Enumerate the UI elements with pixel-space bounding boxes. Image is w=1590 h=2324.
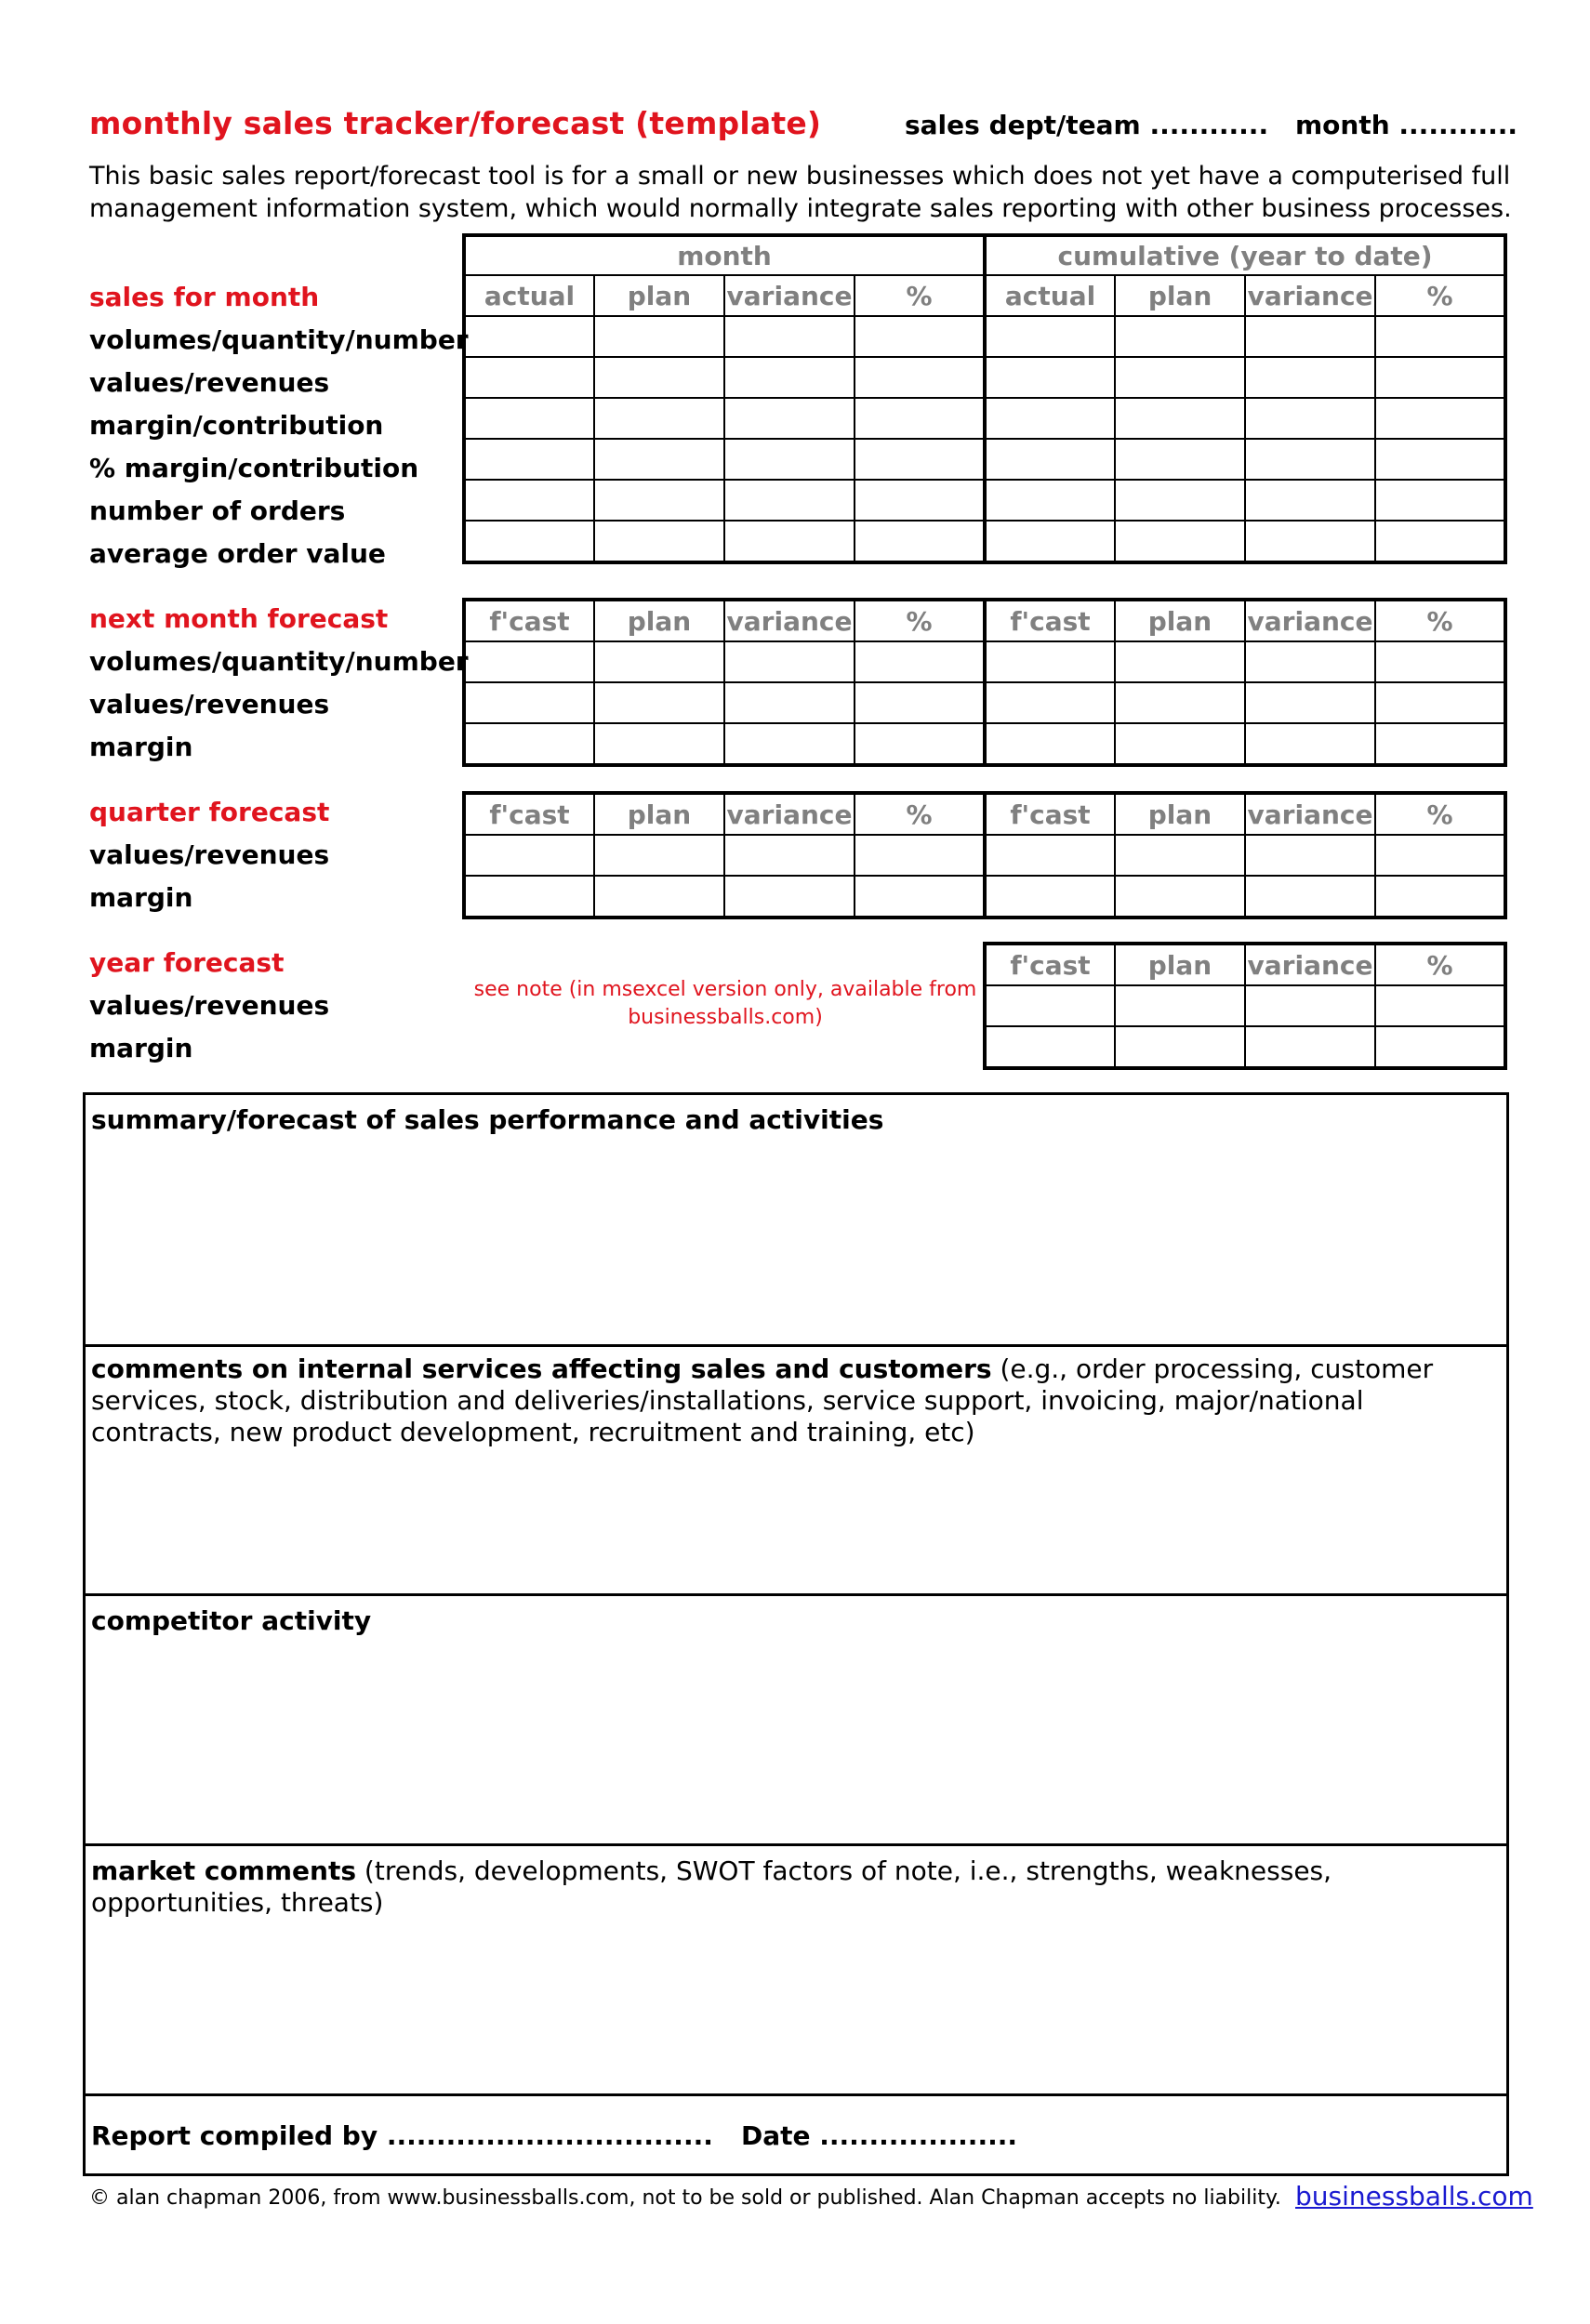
column-header: % — [1375, 275, 1505, 316]
input-cell[interactable] — [724, 876, 855, 918]
internal-heading: comments on internal services affecting sales and customers — [91, 1353, 992, 1384]
table-row — [464, 480, 1505, 521]
input-cell[interactable] — [985, 641, 1115, 682]
market-heading: market comments — [91, 1855, 357, 1886]
table-row — [464, 357, 1505, 398]
table-row — [464, 723, 1505, 765]
summary-box[interactable] — [83, 1092, 1509, 1347]
input-cell[interactable] — [594, 876, 724, 918]
input-cell[interactable] — [724, 641, 855, 682]
input-cell[interactable] — [1375, 439, 1505, 480]
input-cell[interactable] — [724, 723, 855, 765]
input-cell[interactable] — [855, 641, 985, 682]
input-cell[interactable] — [1245, 876, 1375, 918]
row-label: values/revenues — [89, 990, 330, 1021]
row-label: margin/contribution — [89, 410, 384, 441]
input-cell[interactable] — [1375, 316, 1505, 357]
input-cell[interactable] — [594, 357, 724, 398]
table-row — [985, 1026, 1505, 1068]
group-header-month: month — [464, 235, 985, 275]
input-cell[interactable] — [1115, 985, 1245, 1026]
input-cell[interactable] — [985, 835, 1115, 876]
competitor-heading: competitor activity — [91, 1605, 372, 1636]
table-row — [464, 521, 1505, 562]
column-header: f'cast — [464, 600, 594, 641]
input-cell[interactable] — [855, 439, 985, 480]
column-header: % — [855, 275, 985, 316]
input-cell[interactable] — [1375, 876, 1505, 918]
input-cell[interactable] — [594, 835, 724, 876]
market-hint: (trends, developments, SWOT factors of note, i.e., strengths, weaknesses, opportunities, threats) — [91, 1855, 1332, 1918]
group-header-cumulative: cumulative (year to date) — [985, 235, 1505, 275]
input-cell[interactable] — [594, 316, 724, 357]
row-label: values/revenues — [89, 839, 330, 870]
row-label: margin — [89, 1033, 193, 1063]
year-grid — [983, 942, 1507, 1070]
intro-text: This basic sales report/forecast tool is for a small or new businesses which does not yet have a computerised full management information system, which would normally integrate sales reporting with other business processes. — [89, 162, 1512, 223]
sales-dept-field[interactable]: sales dept/team ............ — [905, 110, 1269, 140]
input-cell[interactable] — [1375, 985, 1505, 1026]
internal-services-box[interactable] — [83, 1344, 1509, 1596]
input-cell[interactable] — [1245, 1026, 1375, 1068]
row-label: values/revenues — [89, 367, 330, 398]
column-header: plan — [1115, 600, 1245, 641]
input-cell[interactable] — [855, 398, 985, 439]
column-header: plan — [594, 275, 724, 316]
input-cell[interactable] — [724, 398, 855, 439]
input-cell[interactable] — [464, 316, 594, 357]
column-header: variance — [724, 275, 855, 316]
year-forecast-note: see note (in msexcel version only, available from businessballs.com) — [473, 978, 977, 1029]
input-cell[interactable] — [1245, 682, 1375, 723]
input-cell[interactable] — [1115, 357, 1245, 398]
input-cell[interactable] — [1115, 439, 1245, 480]
input-cell[interactable] — [724, 682, 855, 723]
input-cell[interactable] — [1375, 682, 1505, 723]
input-cell[interactable] — [1375, 1026, 1505, 1068]
column-header: plan — [594, 793, 724, 835]
input-cell[interactable] — [724, 480, 855, 521]
compiled-by-field[interactable]: Report compiled by ................................. — [91, 2120, 713, 2151]
input-cell[interactable] — [1115, 480, 1245, 521]
input-cell[interactable] — [985, 682, 1115, 723]
input-cell[interactable] — [464, 835, 594, 876]
table-row — [464, 682, 1505, 723]
input-cell[interactable] — [855, 357, 985, 398]
input-cell[interactable] — [1115, 1026, 1245, 1068]
table-row — [464, 439, 1505, 480]
table-row — [985, 985, 1505, 1026]
input-cell[interactable] — [1115, 641, 1245, 682]
input-cell[interactable] — [724, 521, 855, 562]
input-cell[interactable] — [464, 641, 594, 682]
input-cell[interactable] — [1115, 398, 1245, 439]
column-header: variance — [1245, 275, 1375, 316]
input-cell[interactable] — [724, 357, 855, 398]
column-header: % — [1375, 793, 1505, 835]
input-cell[interactable] — [1245, 521, 1375, 562]
input-cell[interactable] — [594, 641, 724, 682]
table-row — [464, 316, 1505, 357]
row-label: margin — [89, 882, 193, 913]
input-cell[interactable] — [855, 723, 985, 765]
column-header: f'cast — [985, 600, 1115, 641]
column-header: plan — [594, 600, 724, 641]
input-cell[interactable] — [985, 357, 1115, 398]
input-cell[interactable] — [1375, 521, 1505, 562]
quarter-grid — [462, 791, 1507, 919]
input-cell[interactable] — [1375, 641, 1505, 682]
column-header: % — [1375, 600, 1505, 641]
date-field[interactable]: Date .................... — [741, 2120, 1017, 2151]
column-header: variance — [1245, 793, 1375, 835]
column-header: % — [855, 600, 985, 641]
row-label: margin — [89, 732, 193, 762]
copyright-text: © alan chapman 2006, from www.businessballs.com, not to be sold or published. Alan Chapman accepts no liability. — [89, 2186, 1281, 2210]
row-label: volumes/quantity/number — [89, 646, 469, 677]
row-label: values/revenues — [89, 689, 330, 720]
input-cell[interactable] — [1245, 985, 1375, 1026]
input-cell[interactable] — [855, 876, 985, 918]
internal-hint: (e.g., order processing, customer services, stock, distribution and deliveries/installations, service support, invoicing, major/national contracts, new product development, recruitment and training, etc) — [91, 1353, 1434, 1447]
input-cell[interactable] — [1375, 723, 1505, 765]
input-cell[interactable] — [1115, 521, 1245, 562]
column-header: plan — [1115, 793, 1245, 835]
page-title: monthly sales tracker/forecast (template) — [89, 105, 822, 141]
section-title-quarter: quarter forecast — [89, 797, 330, 827]
summary-heading: summary/forecast of sales performance and activities — [91, 1104, 884, 1135]
input-cell[interactable] — [855, 682, 985, 723]
input-cell[interactable] — [594, 723, 724, 765]
section-title-year: year forecast — [89, 947, 285, 978]
input-cell[interactable] — [855, 316, 985, 357]
input-cell[interactable] — [724, 835, 855, 876]
input-cell[interactable] — [1245, 723, 1375, 765]
input-cell[interactable] — [1375, 480, 1505, 521]
column-header: variance — [1245, 944, 1375, 985]
input-cell[interactable] — [1115, 876, 1245, 918]
input-cell[interactable] — [594, 398, 724, 439]
input-cell[interactable] — [464, 357, 594, 398]
input-cell[interactable] — [985, 480, 1115, 521]
input-cell[interactable] — [855, 480, 985, 521]
sales-grid — [462, 233, 1507, 564]
column-header: f'cast — [985, 944, 1115, 985]
competitor-box[interactable] — [83, 1596, 1509, 1846]
input-cell[interactable] — [464, 876, 594, 918]
column-header: % — [1375, 944, 1505, 985]
input-cell[interactable] — [1245, 439, 1375, 480]
input-cell[interactable] — [1115, 316, 1245, 357]
column-header: % — [855, 793, 985, 835]
input-cell[interactable] — [1115, 723, 1245, 765]
input-cell[interactable] — [1115, 835, 1245, 876]
input-cell[interactable] — [594, 521, 724, 562]
input-cell[interactable] — [594, 480, 724, 521]
row-label: % margin/contribution — [89, 453, 419, 483]
table-row — [464, 876, 1505, 918]
section-title-sales: sales for month — [89, 282, 320, 312]
input-cell[interactable] — [724, 439, 855, 480]
businessballs-link[interactable]: businessballs.com — [1295, 2181, 1533, 2212]
market-box[interactable] — [83, 1846, 1509, 2096]
input-cell[interactable] — [855, 521, 985, 562]
input-cell[interactable] — [1245, 641, 1375, 682]
input-cell[interactable] — [464, 723, 594, 765]
input-cell[interactable] — [855, 835, 985, 876]
column-header: plan — [1115, 944, 1245, 985]
input-cell[interactable] — [464, 439, 594, 480]
input-cell[interactable] — [1245, 835, 1375, 876]
table-row — [464, 835, 1505, 876]
section-title-next-month: next month forecast — [89, 603, 389, 634]
column-header: f'cast — [985, 793, 1115, 835]
input-cell[interactable] — [985, 985, 1115, 1026]
input-cell[interactable] — [985, 521, 1115, 562]
input-cell[interactable] — [1115, 682, 1245, 723]
input-cell[interactable] — [1375, 835, 1505, 876]
input-cell[interactable] — [724, 316, 855, 357]
input-cell[interactable] — [594, 439, 724, 480]
input-cell[interactable] — [594, 682, 724, 723]
column-header: variance — [1245, 600, 1375, 641]
next-month-grid — [462, 598, 1507, 767]
column-header: actual — [985, 275, 1115, 316]
input-cell[interactable] — [985, 723, 1115, 765]
input-cell[interactable] — [464, 682, 594, 723]
input-cell[interactable] — [464, 521, 594, 562]
input-cell[interactable] — [1245, 316, 1375, 357]
input-cell[interactable] — [1245, 480, 1375, 521]
input-cell[interactable] — [1245, 398, 1375, 439]
column-header: actual — [464, 275, 594, 316]
input-cell[interactable] — [985, 398, 1115, 439]
column-header: f'cast — [464, 793, 594, 835]
input-cell[interactable] — [1245, 357, 1375, 398]
input-cell[interactable] — [464, 480, 594, 521]
row-label: average order value — [89, 538, 386, 569]
row-label: volumes/quantity/number — [89, 324, 469, 355]
input-cell[interactable] — [464, 398, 594, 439]
footer-box — [83, 2096, 1509, 2176]
input-cell[interactable] — [1375, 357, 1505, 398]
row-label: number of orders — [89, 495, 346, 526]
input-cell[interactable] — [985, 316, 1115, 357]
column-header: variance — [724, 600, 855, 641]
input-cell[interactable] — [985, 876, 1115, 918]
input-cell[interactable] — [1375, 398, 1505, 439]
input-cell[interactable] — [985, 439, 1115, 480]
column-header: variance — [724, 793, 855, 835]
column-header: plan — [1115, 275, 1245, 316]
month-field[interactable]: month ............ — [1295, 110, 1518, 140]
input-cell[interactable] — [985, 1026, 1115, 1068]
table-row — [464, 398, 1505, 439]
table-row — [464, 641, 1505, 682]
